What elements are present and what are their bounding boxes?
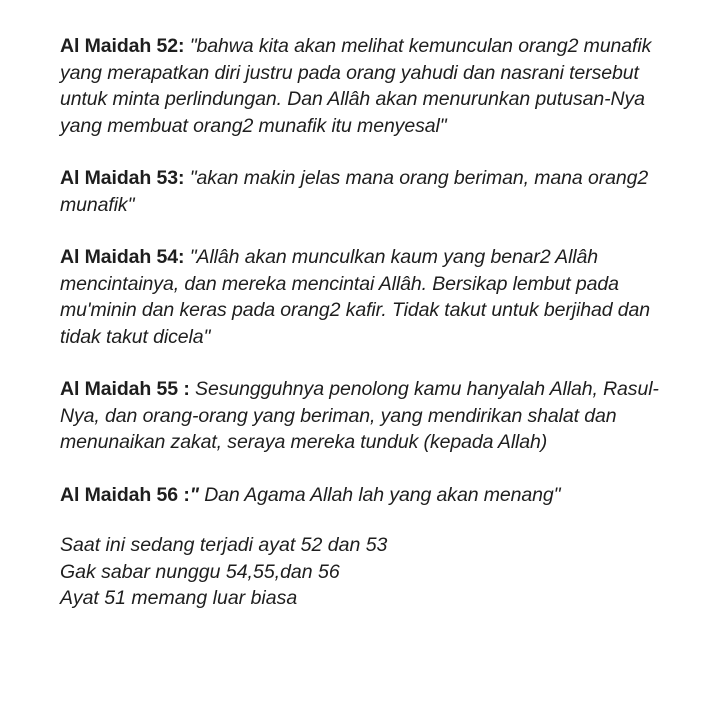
verse-maidah-56 [60,482,680,509]
verse-maidah-52 [60,33,680,139]
verse-reference-quote: " [189,483,199,506]
closing-line-2: Gak sabar nunggu 54,55,dan 56 [60,560,340,583]
verse-maidah-54 [60,244,680,350]
verse-text: Sesungguhnya penolong kamu hanyalah Allah, Rasul-Nya, dan orang-orang yang beriman, yang mendirikan shalat dan menunaikan zakat, seraya mereka tunduk (kepada Allah) [60,378,659,453]
closing-line-3: Ayat 51 memang luar biasa [60,587,298,609]
verse-maidah-55 [60,376,680,456]
verse-reference: Al Maidah 52: [60,35,185,57]
closing-line-1: Saat ini sedang terjadi ayat 52 dan 53 [60,534,388,556]
verse-reference: Al Maidah 53: [60,167,185,189]
verse-text: "akan makin jelas mana orang beriman, mana orang2 munafik" [60,167,649,216]
verse-reference: Al Maidah 54: [60,246,185,268]
verse-text: "Allâh akan munculkan kaum yang benar2 Allâh mencintainya, dan mereka mencintai Allâh. Bersikap lembut pada mu'minin dan keras pada orang2 kafir. Tidak takut untuk berjihad dan tidak takut dicela" [60,246,651,348]
verse-reference: Al Maidah 56 : [60,483,190,506]
verse-maidah-53 [60,165,680,218]
closing-note [60,532,680,612]
verse-text: Dan Agama Allah lah yang akan menang" [198,483,561,506]
verse-text: "bahwa kita akan melihat kemunculan orang2 munafik yang merapatkan diri justru pada orang yahudi dan nasrani tersebut untuk minta perlindungan. Dan Allâh akan menurunkan putusan-Nya yang membuat orang2 munafik itu menyesal" [60,35,652,137]
verse-reference: Al Maidah 55 : [60,378,190,400]
